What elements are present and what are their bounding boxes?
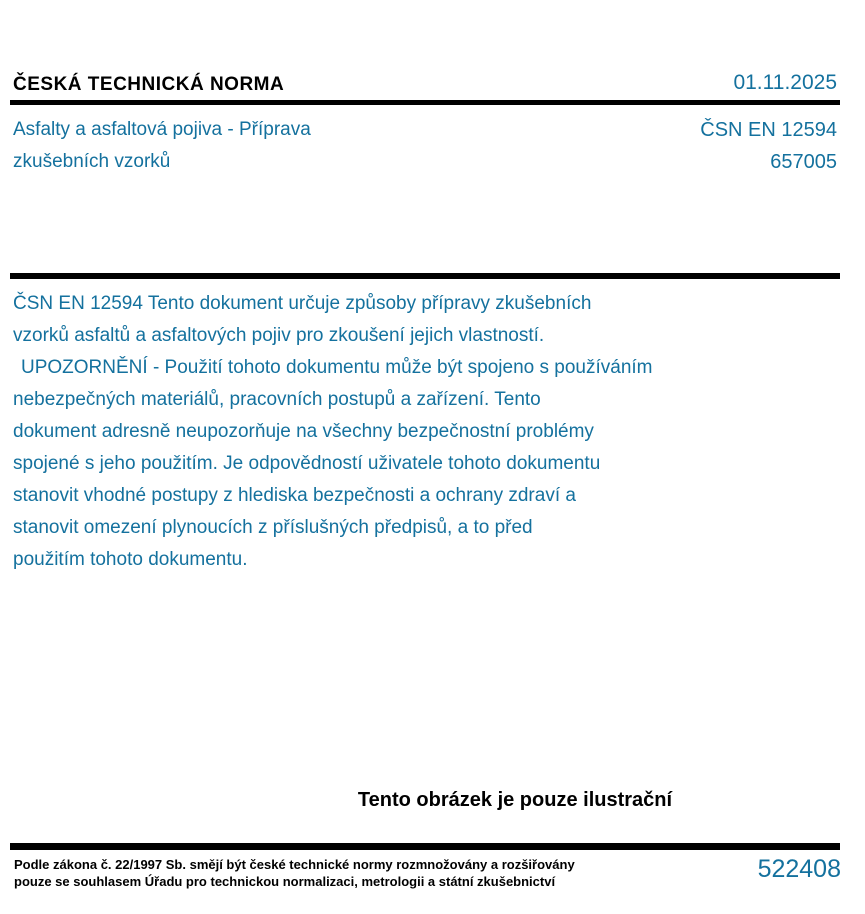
illustration-note: Tento obrázek je pouze ilustrační [357,789,673,811]
abstract-line: nebezpečných materiálů, pracovních postupů a zařízení. Tento [13,389,541,410]
abstract-text [13,288,840,576]
copyright-notice-line-2: pouze se souhlasem Úřadu pro technickou normalizaci, metrologii a státní zkušebnictví [14,873,556,889]
abstract-line: stanovit vhodné postupy z hlediska bezpečnosti a ochrany zdraví a [13,485,576,506]
abstract-line: spojené s jeho použitím. Je odpovědností uživatele tohoto dokumentu [13,453,601,474]
publication-date: 01.11.2025 [733,71,837,94]
abstract-line: dokument adresně neupozorňuje na všechny bezpečnostní problémy [13,421,594,442]
order-number: 522408 [757,855,841,883]
copyright-notice [14,857,575,890]
abstract-line: použitím tohoto dokumentu. [13,549,248,570]
abstract-line: UPOZORNĚNÍ - Použití tohoto dokumentu může být spojeno s používáním [21,357,653,378]
classification-code: 657005 [770,151,837,173]
masthead-title: ČESKÁ TECHNICKÁ NORMA [13,74,285,95]
standard-designation [700,114,837,178]
subject-title-line-2: zkušebních vzorků [13,151,171,172]
abstract-divider-rule [10,273,840,279]
copyright-notice-line-1: Podle zákona č. 22/1997 Sb. smějí být české technické normy rozmnožovány a rozšiřovány [14,857,575,872]
abstract-line: ČSN EN 12594 Tento dokument určuje způsoby přípravy zkušebních [13,293,592,314]
standard-code: ČSN EN 12594 [700,119,837,141]
footer-divider-rule [10,843,840,850]
abstract-line: vzorků asfaltů a asfaltových pojiv pro zkoušení jejich vlastností. [13,325,545,346]
standard-subject-title [13,114,311,178]
subject-title-line-1: Asfalty a asfaltová pojiva - Příprava [13,119,311,140]
masthead-divider-rule [10,100,840,105]
abstract-line: stanovit omezení plynoucích z příslušných předpisů, a to před [13,517,533,538]
